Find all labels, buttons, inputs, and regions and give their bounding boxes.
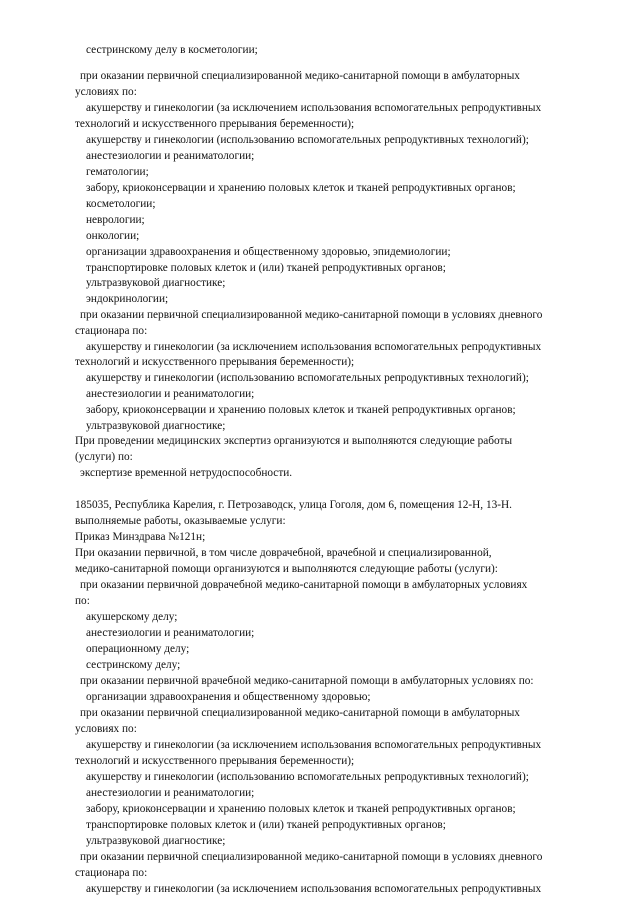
text-line: технологий и искусственного прерывания беременности); xyxy=(75,118,355,130)
text-line: ультразвуковой диагностике; xyxy=(86,835,226,847)
text-line: при оказании первичной врачебной медико-санитарной помощи в амбулаторных условиях по: xyxy=(80,675,534,687)
text-line: при оказании первичной специализированной медико-санитарной помощи в условиях дневного xyxy=(80,851,543,863)
text-line: анестезиологии и реаниматологии; xyxy=(86,627,255,639)
text-line: акушерству и гинекологии (использованию вспомогательных репродуктивных технологий); xyxy=(86,134,529,146)
text-line: по: xyxy=(75,595,90,607)
text-line: при оказании первичной специализированной медико-санитарной помощи в условиях дневного xyxy=(80,309,543,321)
text-line: ультразвуковой диагностике; xyxy=(86,420,226,432)
text-line: анестезиологии и реаниматологии; xyxy=(86,150,255,162)
text-line: забору, криоконсервации и хранению половых клеток и тканей репродуктивных органов; xyxy=(86,404,516,416)
text-line: анестезиологии и реаниматологии; xyxy=(86,388,255,400)
text-line: стационара по: xyxy=(75,325,148,337)
text-line: акушерству и гинекологии (использованию вспомогательных репродуктивных технологий); xyxy=(86,771,529,783)
text-line: условиях по: xyxy=(75,86,137,98)
text-line: сестринскому делу; xyxy=(86,659,181,671)
text-line: акушерству и гинекологии (за исключением использования вспомогательных репродуктивных xyxy=(86,883,542,895)
text-line: акушерству и гинекологии (за исключением использования вспомогательных репродуктивных xyxy=(86,739,542,751)
text-line: При оказании первичной, в том числе доврачебной, врачебной и специализированной, xyxy=(75,547,492,559)
text-line: акушерству и гинекологии (за исключением использования вспомогательных репродуктивных xyxy=(86,341,542,353)
text-line: технологий и искусственного прерывания беременности); xyxy=(75,356,355,368)
text-line: операционному делу; xyxy=(86,643,190,655)
text-line: забору, криоконсервации и хранению половых клеток и тканей репродуктивных органов; xyxy=(86,182,516,194)
text-line: При проведении медицинских экспертиз организуются и выполняются следующие работы xyxy=(75,435,513,447)
address-line: 185035, Республика Карелия, г. Петрозаводск, улица Гоголя, дом 6, помещения 12-Н, 13-Н. xyxy=(75,499,512,511)
text-line: косметологии; xyxy=(86,198,156,210)
text-line: при оказании первичной специализированной медико-санитарной помощи в амбулаторных xyxy=(80,707,520,719)
text-line: акушерскому делу; xyxy=(86,611,178,623)
text-line: стационара по: xyxy=(75,867,148,879)
text-line: транспортировке половых клеток и (или) тканей репродуктивных органов; xyxy=(86,262,446,274)
text-line: при оказании первичной специализированной медико-санитарной помощи в амбулаторных xyxy=(80,70,520,82)
text-line: технологий и искусственного прерывания беременности); xyxy=(75,755,355,767)
text-line: анестезиологии и реаниматологии; xyxy=(86,787,255,799)
text-line: организации здравоохранения и общественному здоровью; xyxy=(86,691,371,703)
text-line: забору, криоконсервации и хранению половых клеток и тканей репродуктивных органов; xyxy=(86,803,516,815)
text-line: Приказ Минздрава №121н; xyxy=(75,531,206,543)
text-line: гематологии; xyxy=(86,166,149,178)
text-line: неврологии; xyxy=(86,214,145,226)
text-line: экспертизе временной нетрудоспособности. xyxy=(80,467,293,479)
text-line: выполняемые работы, оказываемые услуги: xyxy=(75,515,286,527)
text-line: акушерству и гинекологии (за исключением использования вспомогательных репродуктивных xyxy=(86,102,542,114)
text-line: ультразвуковой диагностике; xyxy=(86,277,226,289)
text-line: эндокринологии; xyxy=(86,293,169,305)
text-line: (услуги) по: xyxy=(75,451,133,463)
text-line: акушерству и гинекологии (использованию вспомогательных репродуктивных технологий); xyxy=(86,372,529,384)
text-line: транспортировке половых клеток и (или) тканей репродуктивных органов; xyxy=(86,819,446,831)
text-line: онкологии; xyxy=(86,230,140,242)
text-line: организации здравоохранения и общественному здоровью, эпидемиологии; xyxy=(86,246,451,258)
text-line: при оказании первичной доврачебной медико-санитарной помощи в амбулаторных условиях xyxy=(80,579,528,591)
text-line: медико-санитарной помощи организуются и выполняются следующие работы (услуги): xyxy=(75,563,498,575)
text-line: сестринскому делу в косметологии; xyxy=(86,44,258,56)
text-line: условиях по: xyxy=(75,723,137,735)
